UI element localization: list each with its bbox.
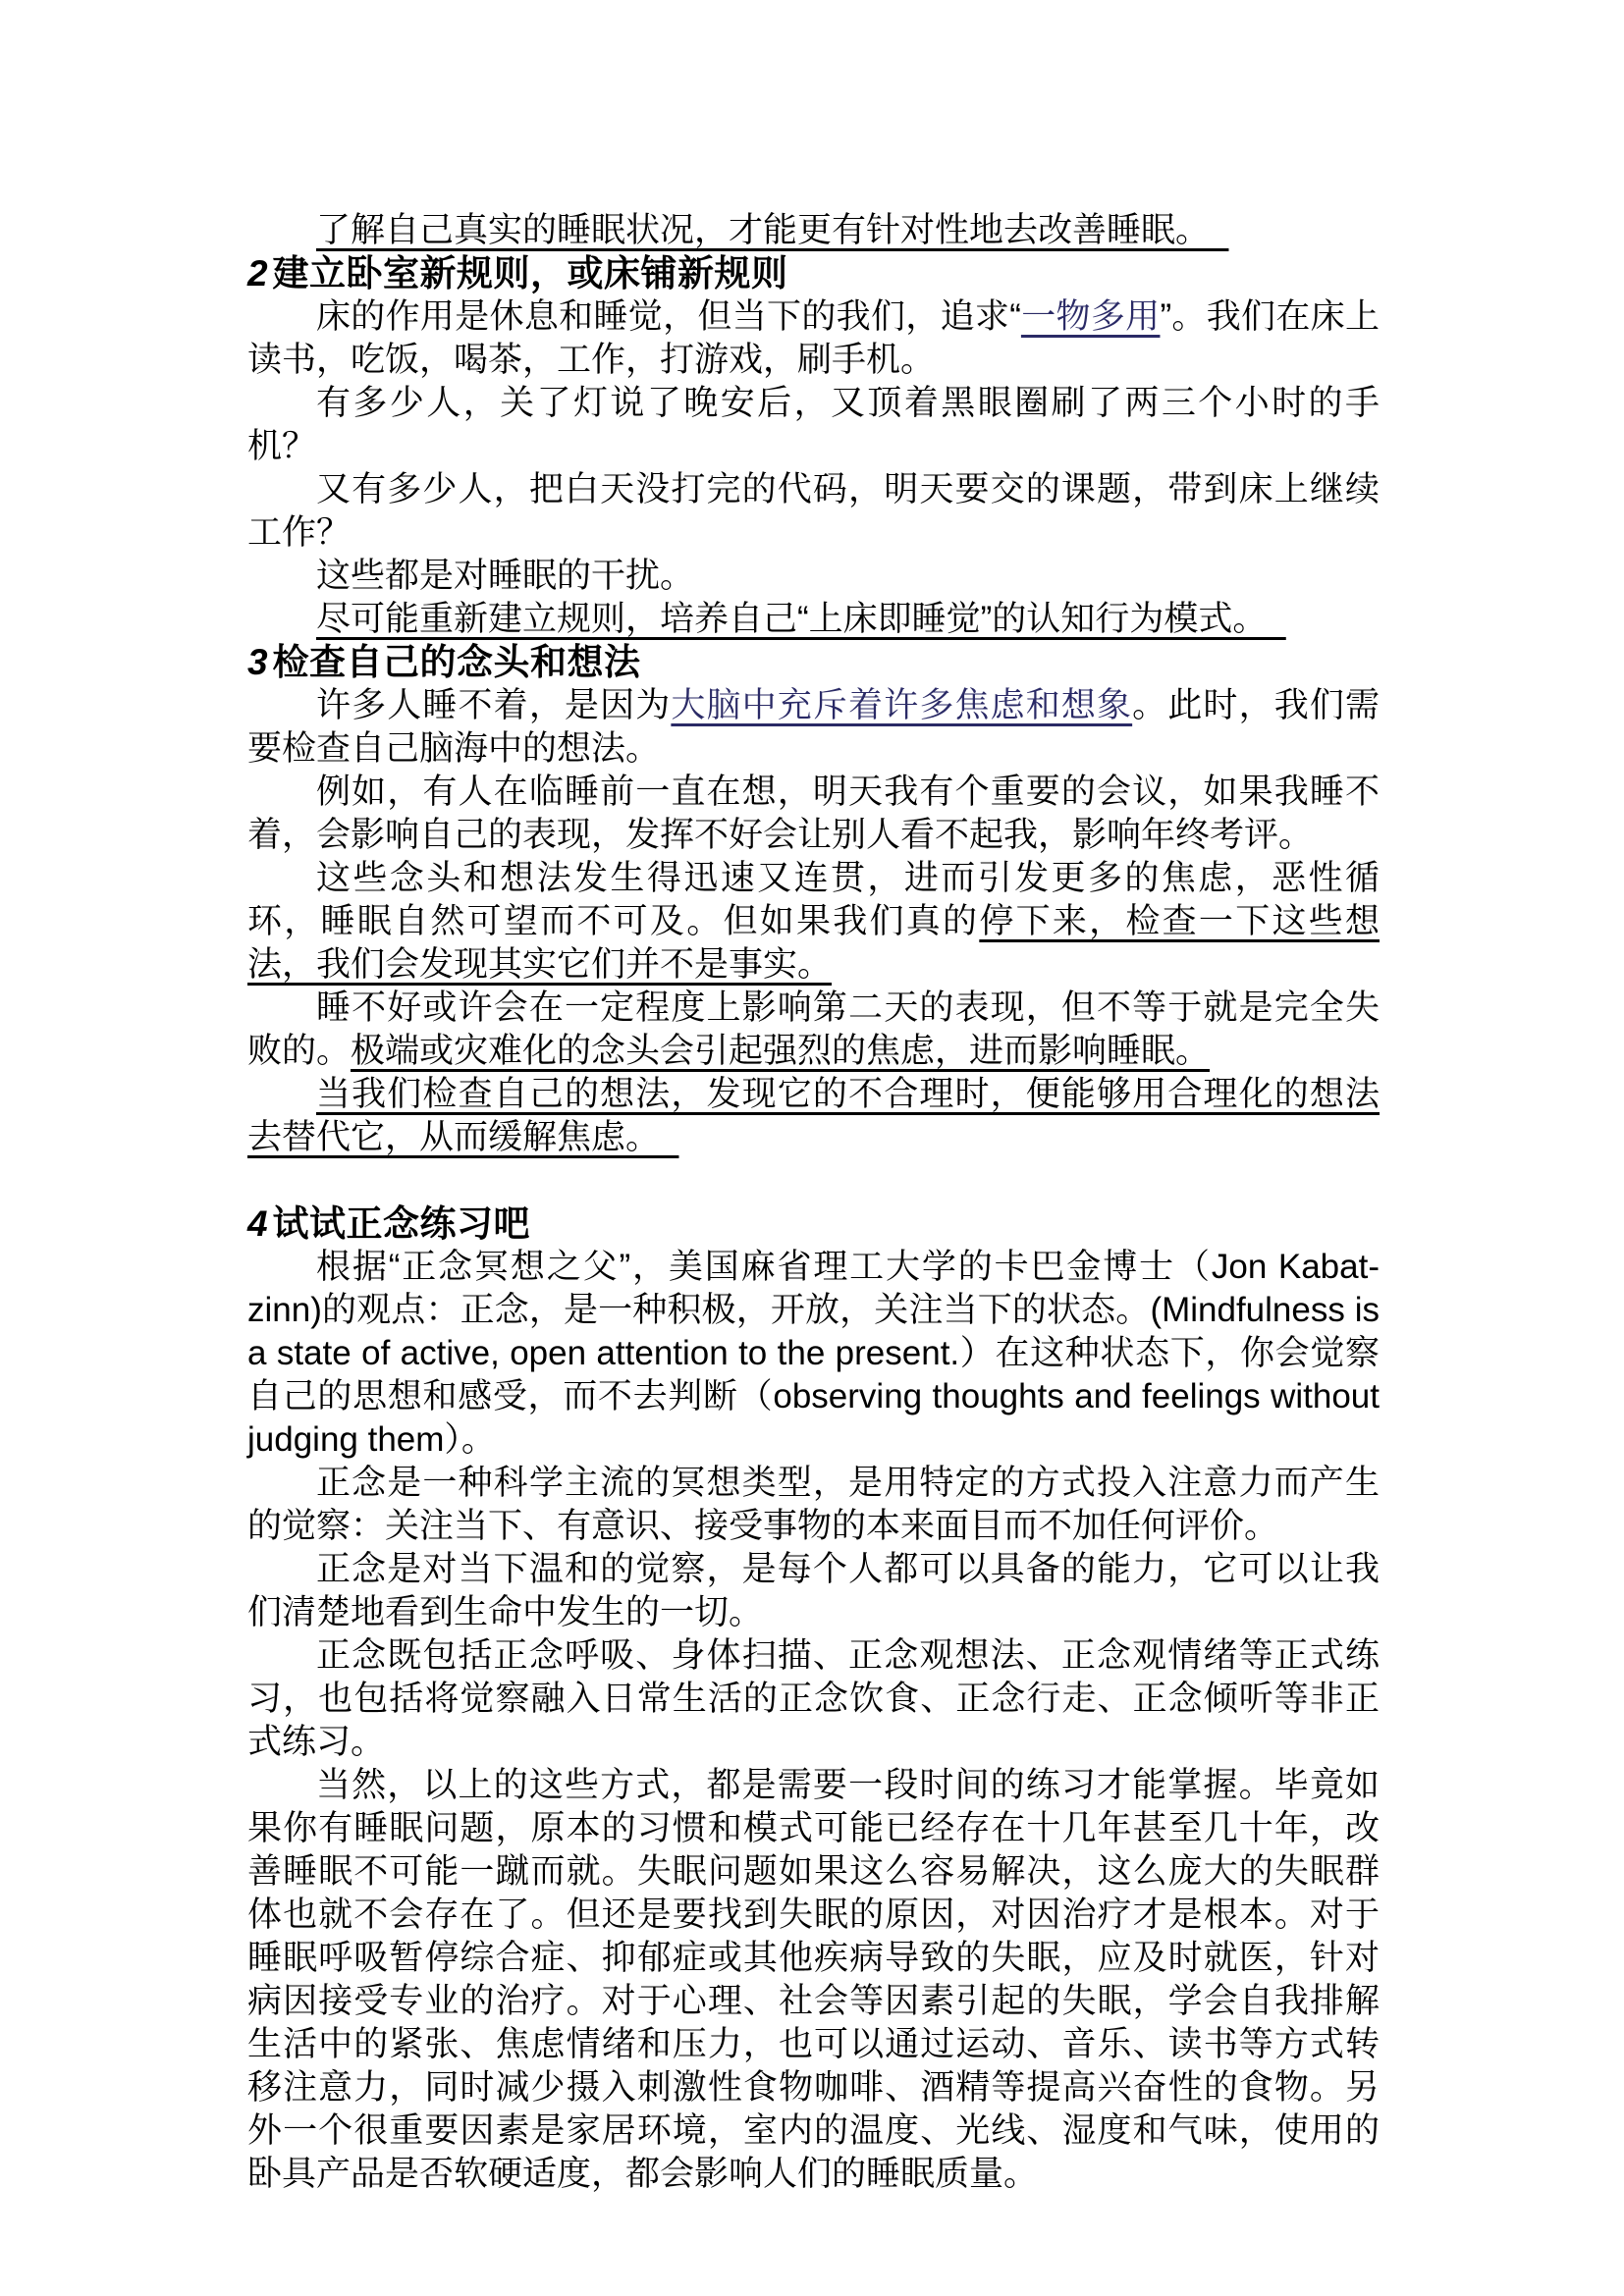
text-run: 根据“正念冥想之父”，美国麻省理工大学的卡巴金博士（Jon Kabat-zinn)的观点：正念，是一种积极，开放，关注当下的状态。(Mindfulness is a state of active, open attention to the present.）在这种状态下，你会觉察自己的思想和感受，而不去判断（observing thoughts and feelings without judging them）。 xyxy=(247,1248,1380,1459)
underlined-text-run: 尽可能重新建立规则，培养自己“上床即睡觉”的认知行为模式。 xyxy=(316,600,1286,638)
section-title: 试试正念练习吧 xyxy=(272,1203,531,1244)
section-number: 4 xyxy=(247,1203,269,1244)
text-run: 这些都是对睡眠的干扰。 xyxy=(316,557,695,595)
underlined-text-run: 极端或灾难化的念头会引起强烈的焦虑，进而影响睡眠。 xyxy=(351,1032,1211,1070)
text-run: 正念既包括正念呼吸、身体扫描、正念观想法、正念观情绪等正式练习，也包括将觉察融入日常生活的正念饮食、正念行走、正念倾听等非正式练习。 xyxy=(247,1636,1380,1761)
section-title: 检查自己的念头和想法 xyxy=(272,642,641,682)
paragraph xyxy=(247,209,1380,252)
text-run: 这些念头和想法发生得迅速又连贯，进而引发更多的焦虑，恶性循环，睡眠自然可望而不可及。但如果我们真的 xyxy=(247,859,1380,940)
text-run: 床的作用是休息和睡觉，但当下的我们，追求“ xyxy=(316,297,1021,336)
paragraph xyxy=(247,382,1380,468)
text-run: 又有多少人，把白天没打完的代码，明天要交的课题，带到床上继续工作？ xyxy=(247,470,1380,552)
section-heading xyxy=(247,1202,1380,1246)
paragraph xyxy=(247,295,1380,382)
text-run: 当然，以上的这些方式，都是需要一段时间的练习才能掌握。毕竟如果你有睡眠问题，原本的习惯和模式可能已经存在十几年甚至几十年，改善睡眠不可能一蹴而就。失眠问题如果这么容易解决，这么庞大的失眠群体也就不会存在了。但还是要找到失眠的原因，对因治疗才是根本。对于睡眠呼吸暂停综合症、抑郁症或其他疾病导致的失眠，应及时就医，针对病因接受专业的治疗。对于心理、社会等因素引起的失眠，学会自我排解生活中的紧张、焦虑情绪和压力，也可以通过运动、音乐、读书等方式转移注意力，同时减少摄入刺激性食物咖啡、酒精等提高兴奋性的食物。另外一个很重要因素是家居环境，室内的温度、光线、湿度和气味，使用的卧具产品是否软硬适度，都会影响人们的睡眠质量。 xyxy=(247,1766,1380,2193)
paragraph xyxy=(247,1246,1380,1462)
text-run: 正念是对当下温和的觉察，是每个人都可以具备的能力，它可以让我们清楚地看到生命中发生的一切。 xyxy=(247,1550,1380,1631)
text-run: 例如，有人在临睡前一直在想，明天我有个重要的会议，如果我睡不着，会影响自己的表现，发挥不好会让别人看不起我，影响年终考评。 xyxy=(247,773,1380,854)
paragraph xyxy=(247,1548,1380,1634)
text-run: 有多少人，关了灯说了晚安后，又顶着黑眼圈刷了两三个小时的手机？ xyxy=(247,384,1380,465)
paragraph xyxy=(247,555,1380,598)
section-number: 2 xyxy=(247,253,269,294)
hyperlink[interactable]: 一物多用 xyxy=(1020,297,1161,336)
blank-line xyxy=(247,1159,1380,1202)
underlined-text-run: 了解自己真实的睡眠状况，才能更有针对性地去改善睡眠。 xyxy=(316,211,1229,249)
paragraph xyxy=(247,684,1380,771)
paragraph xyxy=(247,857,1380,987)
section-heading xyxy=(247,641,1380,684)
paragraph xyxy=(247,771,1380,857)
paragraph xyxy=(247,598,1380,641)
underlined-text-run: 停下来，检查一下这些想法，我们会发现其实它们并不是事实。 xyxy=(247,902,1380,984)
text-run: 睡不好或许会在一定程度上影响第二天的表现，但不等于就是完全失败的。 xyxy=(247,988,1380,1070)
paragraph xyxy=(247,1634,1380,1764)
section-heading xyxy=(247,252,1380,295)
paragraph xyxy=(247,1073,1380,1159)
paragraph xyxy=(247,1764,1380,2196)
underlined-text-run: 当我们检查自己的想法，发现它的不合理时，便能够用合理化的想法去替代它，从而缓解焦虑。 xyxy=(247,1075,1380,1156)
text-run: 许多人睡不着，是因为 xyxy=(316,686,672,724)
section-title: 建立卧室新规则，或床铺新规则 xyxy=(272,253,788,294)
text-run: ”。我们在床上读书，吃饭，喝茶，工作，打游戏，刷手机。 xyxy=(247,297,1380,379)
document-content xyxy=(247,209,1380,2196)
paragraph xyxy=(247,987,1380,1073)
text-run: 正念是一种科学主流的冥想类型，是用特定的方式投入注意力而产生的觉察：关注当下、有意识、接受事物的本来面目而不加任何评价。 xyxy=(247,1464,1380,1545)
text-run: 。此时，我们需要检查自己脑海中的想法。 xyxy=(247,686,1380,768)
paragraph xyxy=(247,1462,1380,1548)
paragraph xyxy=(247,468,1380,555)
hyperlink[interactable]: 大脑中充斥着许多焦虑和想象 xyxy=(671,686,1133,724)
section-number: 3 xyxy=(247,642,269,682)
